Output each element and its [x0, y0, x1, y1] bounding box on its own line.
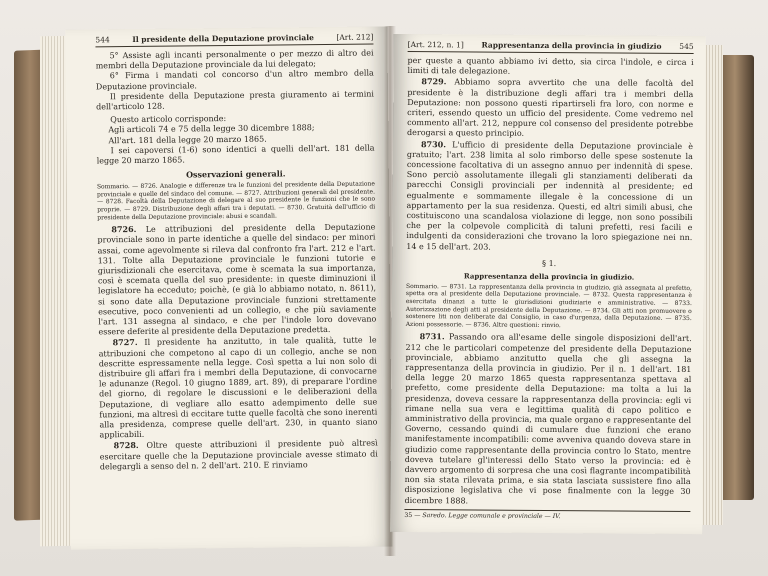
right-summary: Sommario. — 8731. La rappresentanza della provincia in giudizio, già assegnata al prefetto, spetta ora al presidente della Deputazione provinciale. — 8732. Questa rappresentanza è esercitata dinanzi a tutte le giurisdizioni giudiziarie e amministrative. — 8733. Autorizzazione degli atti al presidente della Deputazione. — 8734. Gli atti non promuovere o sostenere liti non deliberate dal Consiglio, in caso d'urgenza, dalla Deputazione. — 8735. Azioni possessorie. — 8736. Altre questioni: rinvio.: [405, 282, 692, 329]
paragraph-text-8730: L'ufficio di presidente della Deputazione provinciale è gratuito; l'art. 238 limita al solo rimborso delle spese sostenute la concessione facoltativa di un assegno annuo per indennità di spese. Sono perciò assolutamente illegali gli stanziamenti deliberati da parecchi Consigli provinciali per indennità al presidente; ed egualmente e sommamente illegale è la concessione di un appartamento per la sua residenza. Questi, ed altri simili abusi, che costituiscono una scandalosa violazione di legge, non sono possibili che per la colpevole complicità di taluni prefetti, resi facili e indulgenti da considerazioni che trovano la loro spiegazione nei nn. 14 e 15 dell'art. 203.: [406, 139, 693, 252]
right-running-title: Rappresentanza della provincia in giudizio: [481, 40, 662, 51]
paragraph-text-8727: Il presidente ha anzitutto, in tale qualità, tutte le attribuzioni che competono al capo di un collegio, anche se non descritte espressamente nella legge. Così spetta a lui non solo di distribuire gli affari fra i membri della Deputazione, di convocarne le adunanze (Regol. 10 giugno 1889, art. 89), di preparare l'ordine del giorno, di regolare le discussioni e le deliberazioni della Deputazione, di vegliare allo esatto adempimento delle sue funzioni, ma altresì di eccitare tutte quelle facoltà che sono inerenti alla presidenza, comprese quelle dell'art. 230, in quanto siano applicabili.: [98, 335, 378, 440]
paragraph-text-8729: Abbiamo sopra avvertito che una delle facoltà del presidente è la distribuzione degli affari tra i membri della Deputazione: non possono questi ripartirseli fra loro, con norme e criteri, essendo questo un ufficio del presidente. Come vedremo nel commento all'art. 212, neppure col consenso del presidente potrebbe derogarsi a questo principio.: [407, 77, 694, 139]
left-running-head: [95, 32, 373, 47]
paragraph-number-8728: 8728.: [113, 440, 139, 451]
paragraph-8727: [99, 335, 378, 441]
paragraph-text-8731: Passando ora all'esame delle singole disposizioni dell'art. 212 che le particolari competenze del presidente della Deputazione provinciale, abbiamo anzitutto quella che gli assegna la rappresentanza della provincia in giudizio. Per il n. 1 dell'art. 181 della legge 20 marzo 1865 questa rappresentanza spettava al prefetto, come presidente della Deputazione: ma tolta a lui la presidenza, doveva cessare la rappresentanza della provincia: egli vi rimane nella sua vera e legittima qualità di capo politico e amministrativo della provincia, ma quale organo e rappresentante del Governo, cessando quindi di cumulare due funzioni che erano manifestamente incompatibili: come avveniva quando doveva stare in giudizio come rappresentante della provincia contro lo Stato, mentre doveva tutelare gl'interessi dello Stato verso la provincia: ed è davvero argomento di sorpresa che una così flagrante incompatibilità non sia stata rilevata prima, e sia stata lasciata sussistere fino alla disposizione legislativa che vi pose finalmente con la legge 30 dicembre 1888.: [404, 332, 692, 506]
footer-signature: 35 —: [404, 511, 421, 519]
left-running-title: Il presidente della Deputazione provinciale: [132, 33, 314, 44]
corresponds-2: All'art. 181 della legge 20 marzo 1865.: [108, 134, 267, 145]
item-5: 5° Assiste agli incanti personalmente o per mezzo di altro dei membri della Deputazione provinciale da lui delegato;: [95, 48, 374, 71]
section-title: Rappresentanza della provincia in giudizio.: [463, 271, 635, 282]
right-page: [390, 34, 705, 534]
paragraph-number-8729: 8729.: [421, 76, 447, 87]
paragraph-8730: [406, 139, 693, 254]
paragraph-number-8727: 8727.: [112, 337, 138, 348]
left-page: [65, 26, 392, 549]
section-heading: Osservazioni generali.: [185, 168, 286, 180]
oath-paragraph: Il presidente della Deputazione presta giuramento ai termini dell'articolo 128.: [96, 89, 375, 112]
corresponds-3: I sei capoversi (1-6) sono identici a quelli dell'art. 181 della legge 20 marzo 1865.: [96, 143, 375, 166]
paragraph-8729: [407, 76, 693, 140]
corresponds-1: Agli articoli 74 e 75 della legge 30 dicembre 1888;: [108, 123, 315, 135]
paragraph-8726: [97, 222, 376, 338]
footer-title: Saredo. Legge comunale e provinciale — IV.: [422, 512, 561, 520]
left-article-tag: [Art. 212]: [336, 32, 374, 42]
paragraph-8728: [100, 438, 378, 473]
left-summary: Sommario. — 8726. Analogie e differenze tra le funzioni del presidente della Deputazione provinciale e quelle del sindaco del comune. — 8727. Attribuzioni generali del presidente. — 8728. Facoltà della Deputazione di delegare al suo presidente le funzioni che le sono proprie. — 8729. Distribuzione degli affari tra i deputati. — 8730. Gratuità dell'ufficio di presidente della Deputazione provinciale: abusi e scandali.: [96, 180, 376, 221]
right-running-head: [408, 40, 694, 54]
corresponds-intro: Questo articolo corrisponde:: [110, 114, 227, 125]
right-article-tag: [Art. 212, n. 1]: [407, 40, 464, 50]
paragraph-number-8731: 8731.: [419, 331, 445, 342]
paragraph-number-8730: 8730.: [420, 138, 447, 149]
paragraph-8731: [404, 331, 691, 507]
continued-text: per queste a quanto abbiamo ivi detto, sia circa l'indole, e circa i limiti di tale delegazione.: [407, 56, 694, 76]
paragraph-number-8726: 8726.: [111, 224, 137, 235]
page-footer: [404, 509, 690, 521]
section-mark: § 1.: [542, 258, 557, 268]
right-page-number: 545: [679, 41, 694, 52]
paragraph-text-8726: Le attribuzioni del presidente della Deputazione provinciale sono in parte identiche a quelle del sindaco: per minori assai, come agevolmente si rileva dal confronto fra l'art. 212 e l'art. 131. Tolte alla Deputazione provinciale le funzioni tutorie e giurisdizionali che esercitava, come è scemata la sua importanza, così è scemata quella del suo presidente: in queste diminuzioni il legislatore ha ecceduto; poichè, (e già lo abbiamo notato, n. 8611), si sono date alla Deputazione provinciale funzioni strettamente esecutive, poco convenienti ad un collegio, e che più saviamente l'art. 131 assegna al sindaco, e che per l'indole loro dovevano essere deferite al presidente della Deputazione predetta.: [97, 222, 377, 337]
paragraph-text-8728: Oltre queste attribuzioni il presidente può altresì esercitare quelle che la Deputazione provinciale avesse stimato di delegargli a senso del n. 2 dell'art. 210. E rinviamo: [99, 438, 378, 472]
left-page-number: 544: [95, 35, 110, 45]
item-6: 6° Firma i mandati col concorso d'un altro membro della Deputazione provinciale.: [95, 68, 374, 91]
